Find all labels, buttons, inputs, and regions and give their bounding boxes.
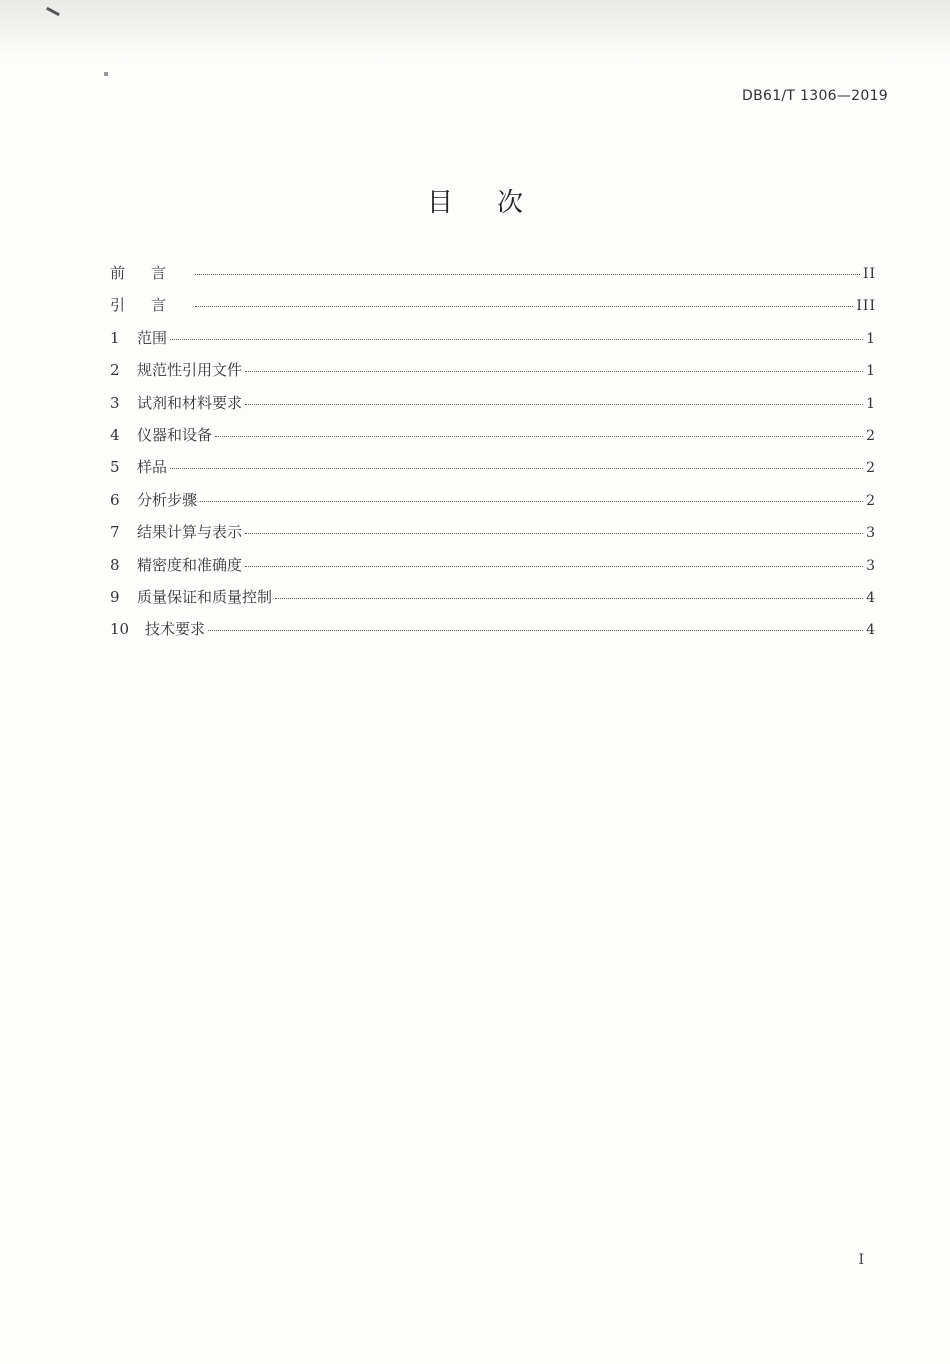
toc-entry-scope[interactable] <box>110 327 876 359</box>
toc-entry-label: 前言 <box>110 264 193 282</box>
toc-entry-label: 质量保证和质量控制 <box>137 587 273 606</box>
dot-leader <box>275 598 863 599</box>
toc-entry-precision[interactable] <box>110 554 876 586</box>
dot-leader <box>170 339 863 340</box>
toc-entry-number: 6 <box>110 490 120 509</box>
scan-mark <box>104 72 108 76</box>
toc-entry-instruments[interactable] <box>110 424 876 456</box>
dot-leader <box>245 533 863 534</box>
toc-entry-calculation[interactable] <box>110 521 876 553</box>
scan-shadow <box>0 0 950 60</box>
toc-entry-label: 规范性引用文件 <box>137 361 243 380</box>
toc-entry-page: 4 <box>866 622 876 639</box>
toc-entry-number: 9 <box>110 587 120 606</box>
toc-entry-label: 引言 <box>110 296 193 315</box>
toc-entry-reagents[interactable] <box>110 392 876 424</box>
toc-entry-procedure[interactable] <box>110 489 876 521</box>
toc-entry-page: 3 <box>866 557 876 574</box>
toc-entry-normative-references[interactable] <box>110 359 876 391</box>
dot-leader <box>245 566 863 567</box>
dot-leader <box>245 404 863 405</box>
table-of-contents <box>110 262 876 651</box>
toc-entry-number: 8 <box>110 555 120 574</box>
dot-leader <box>170 468 863 469</box>
document-code: DB61/T 1306—2019 <box>742 88 888 104</box>
dot-leader <box>245 371 863 372</box>
toc-entry-introduction[interactable] <box>110 294 876 326</box>
toc-entry-page: 3 <box>866 525 876 542</box>
toc-entry-page: 2 <box>866 460 876 477</box>
toc-title: 目次 <box>426 188 567 218</box>
toc-entry-page: 1 <box>866 395 876 412</box>
toc-entry-number: 10 <box>110 620 130 639</box>
page-number: I <box>858 1252 864 1268</box>
toc-entry-number: 1 <box>110 328 120 347</box>
dot-leader <box>200 501 863 502</box>
toc-entry-number: 2 <box>110 361 120 380</box>
toc-entry-technical-requirements[interactable] <box>110 618 876 650</box>
toc-entry-label: 技术要求 <box>145 620 206 639</box>
toc-entry-foreword[interactable] <box>110 262 876 294</box>
toc-entry-page: II <box>862 266 876 282</box>
dot-leader <box>208 630 863 631</box>
toc-entry-label: 分析步骤 <box>137 490 198 509</box>
toc-entry-number: 4 <box>110 425 120 444</box>
toc-entry-page: 1 <box>866 363 876 380</box>
dot-leader <box>215 436 863 437</box>
toc-entry-label: 样品 <box>137 458 168 477</box>
toc-entry-page: 1 <box>866 330 876 347</box>
dot-leader <box>195 306 853 307</box>
toc-entry-page: 4 <box>866 589 876 606</box>
toc-entry-number: 7 <box>110 523 120 542</box>
toc-entry-number: 5 <box>110 458 120 477</box>
toc-entry-label: 结果计算与表示 <box>137 523 243 542</box>
toc-entry-label: 仪器和设备 <box>137 425 213 444</box>
toc-entry-quality-control[interactable] <box>110 586 876 618</box>
toc-entry-number: 3 <box>110 393 120 412</box>
toc-entry-page: 2 <box>866 492 876 509</box>
toc-entry-label: 精密度和准确度 <box>137 555 243 574</box>
toc-entry-page: III <box>856 298 876 315</box>
toc-entry-label: 试剂和材料要求 <box>137 393 243 412</box>
dot-leader <box>195 274 860 275</box>
toc-entry-sample[interactable] <box>110 456 876 488</box>
toc-entry-page: 2 <box>866 427 876 444</box>
toc-entry-label: 范围 <box>137 328 168 347</box>
